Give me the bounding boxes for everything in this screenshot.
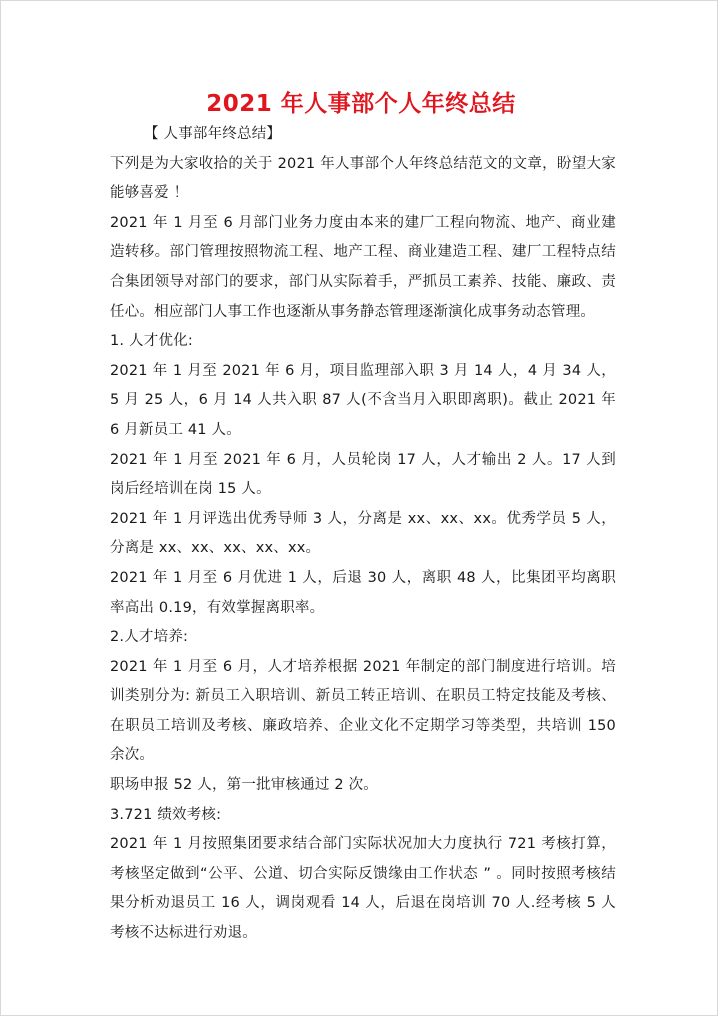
section-subtitle: 【 人事部年终总结】: [144, 126, 282, 142]
training-paragraph: 2021 年 1 月至 6 月，人才培养根据 2021 年制定的部门制度进行培训。培训类别分为: 新员工入职培训、新员工转正培训、在职员工特定技能及考核、在职员工培训及考核、廉政培养、企业文化不定期学习等类型，共培训 150 余次。: [110, 658, 616, 764]
intro-paragraph: 下列是为大家收拾的关于 2021 年人事部个人年终总结范文的文章，盼望大家能够喜爱 ！: [110, 155, 616, 202]
document-title: 2021 年人事部个人年终总结: [206, 91, 516, 117]
performance-paragraph: 2021 年 1 月按照集团要求结合部门实际状况加大力度执行 721 考核打算，考核坚定做到“公平、公道、切合实际反馈缘由工作状态 ” 。同时按照考核结果分析劝退员工 16 人，调岗观看 14 人，后退在岗培训 70 人.经考核 5 人考核不达标进行劝退。: [110, 836, 616, 942]
turnover-paragraph: 2021 年 1 月至 6 月优进 1 人，后退 30 人，离职 48 人，比集团平均离职率高出 0.19，有效掌握离职率。: [110, 569, 616, 616]
title-review-paragraph: 职场申报 52 人，第一批审核通过 2 次。: [110, 777, 379, 794]
document-body: [110, 120, 616, 949]
rotation-paragraph: 2021 年 1 月至 2021 年 6 月，人员轮岗 17 人，人才输出 2 人。17 人到岗后经培训在岗 15 人。: [110, 451, 616, 498]
hiring-paragraph: 2021 年 1 月至 2021 年 6 月，项目监理部入职 3 月 14 人，4 月 34 人，5 月 25 人，6 月 14 人共入职 87 人(不含当月入职即离职)。截止 2021 年 6 月新员工 41 人。: [110, 362, 616, 438]
section-heading-talent-training: 2.人才培养:: [110, 629, 189, 646]
section-heading-performance: 3.721 绩效考核:: [110, 806, 222, 823]
mentor-paragraph: 2021 年 1 月评选出优秀导师 3 人，分离是 xx、xx、xx。优秀学员 5 人，分离是 xx、xx、xx、xx、xx。: [110, 510, 616, 557]
section-heading-talent-optimization: 1. 人才优化:: [110, 333, 193, 350]
overview-paragraph: 2021 年 1 月至 6 月部门业务力度由本来的建厂工程向物流、地产、商业建造转移。部门管理按照物流工程、地产工程、商业建造工程、建厂工程特点结合集团领导对部门的要求，部门从实际着手，严抓员工素养、技能、廉政、责任心。相应部门人事工作也逐渐从事务静态管理逐渐演化成事务动态管理。: [110, 214, 616, 320]
